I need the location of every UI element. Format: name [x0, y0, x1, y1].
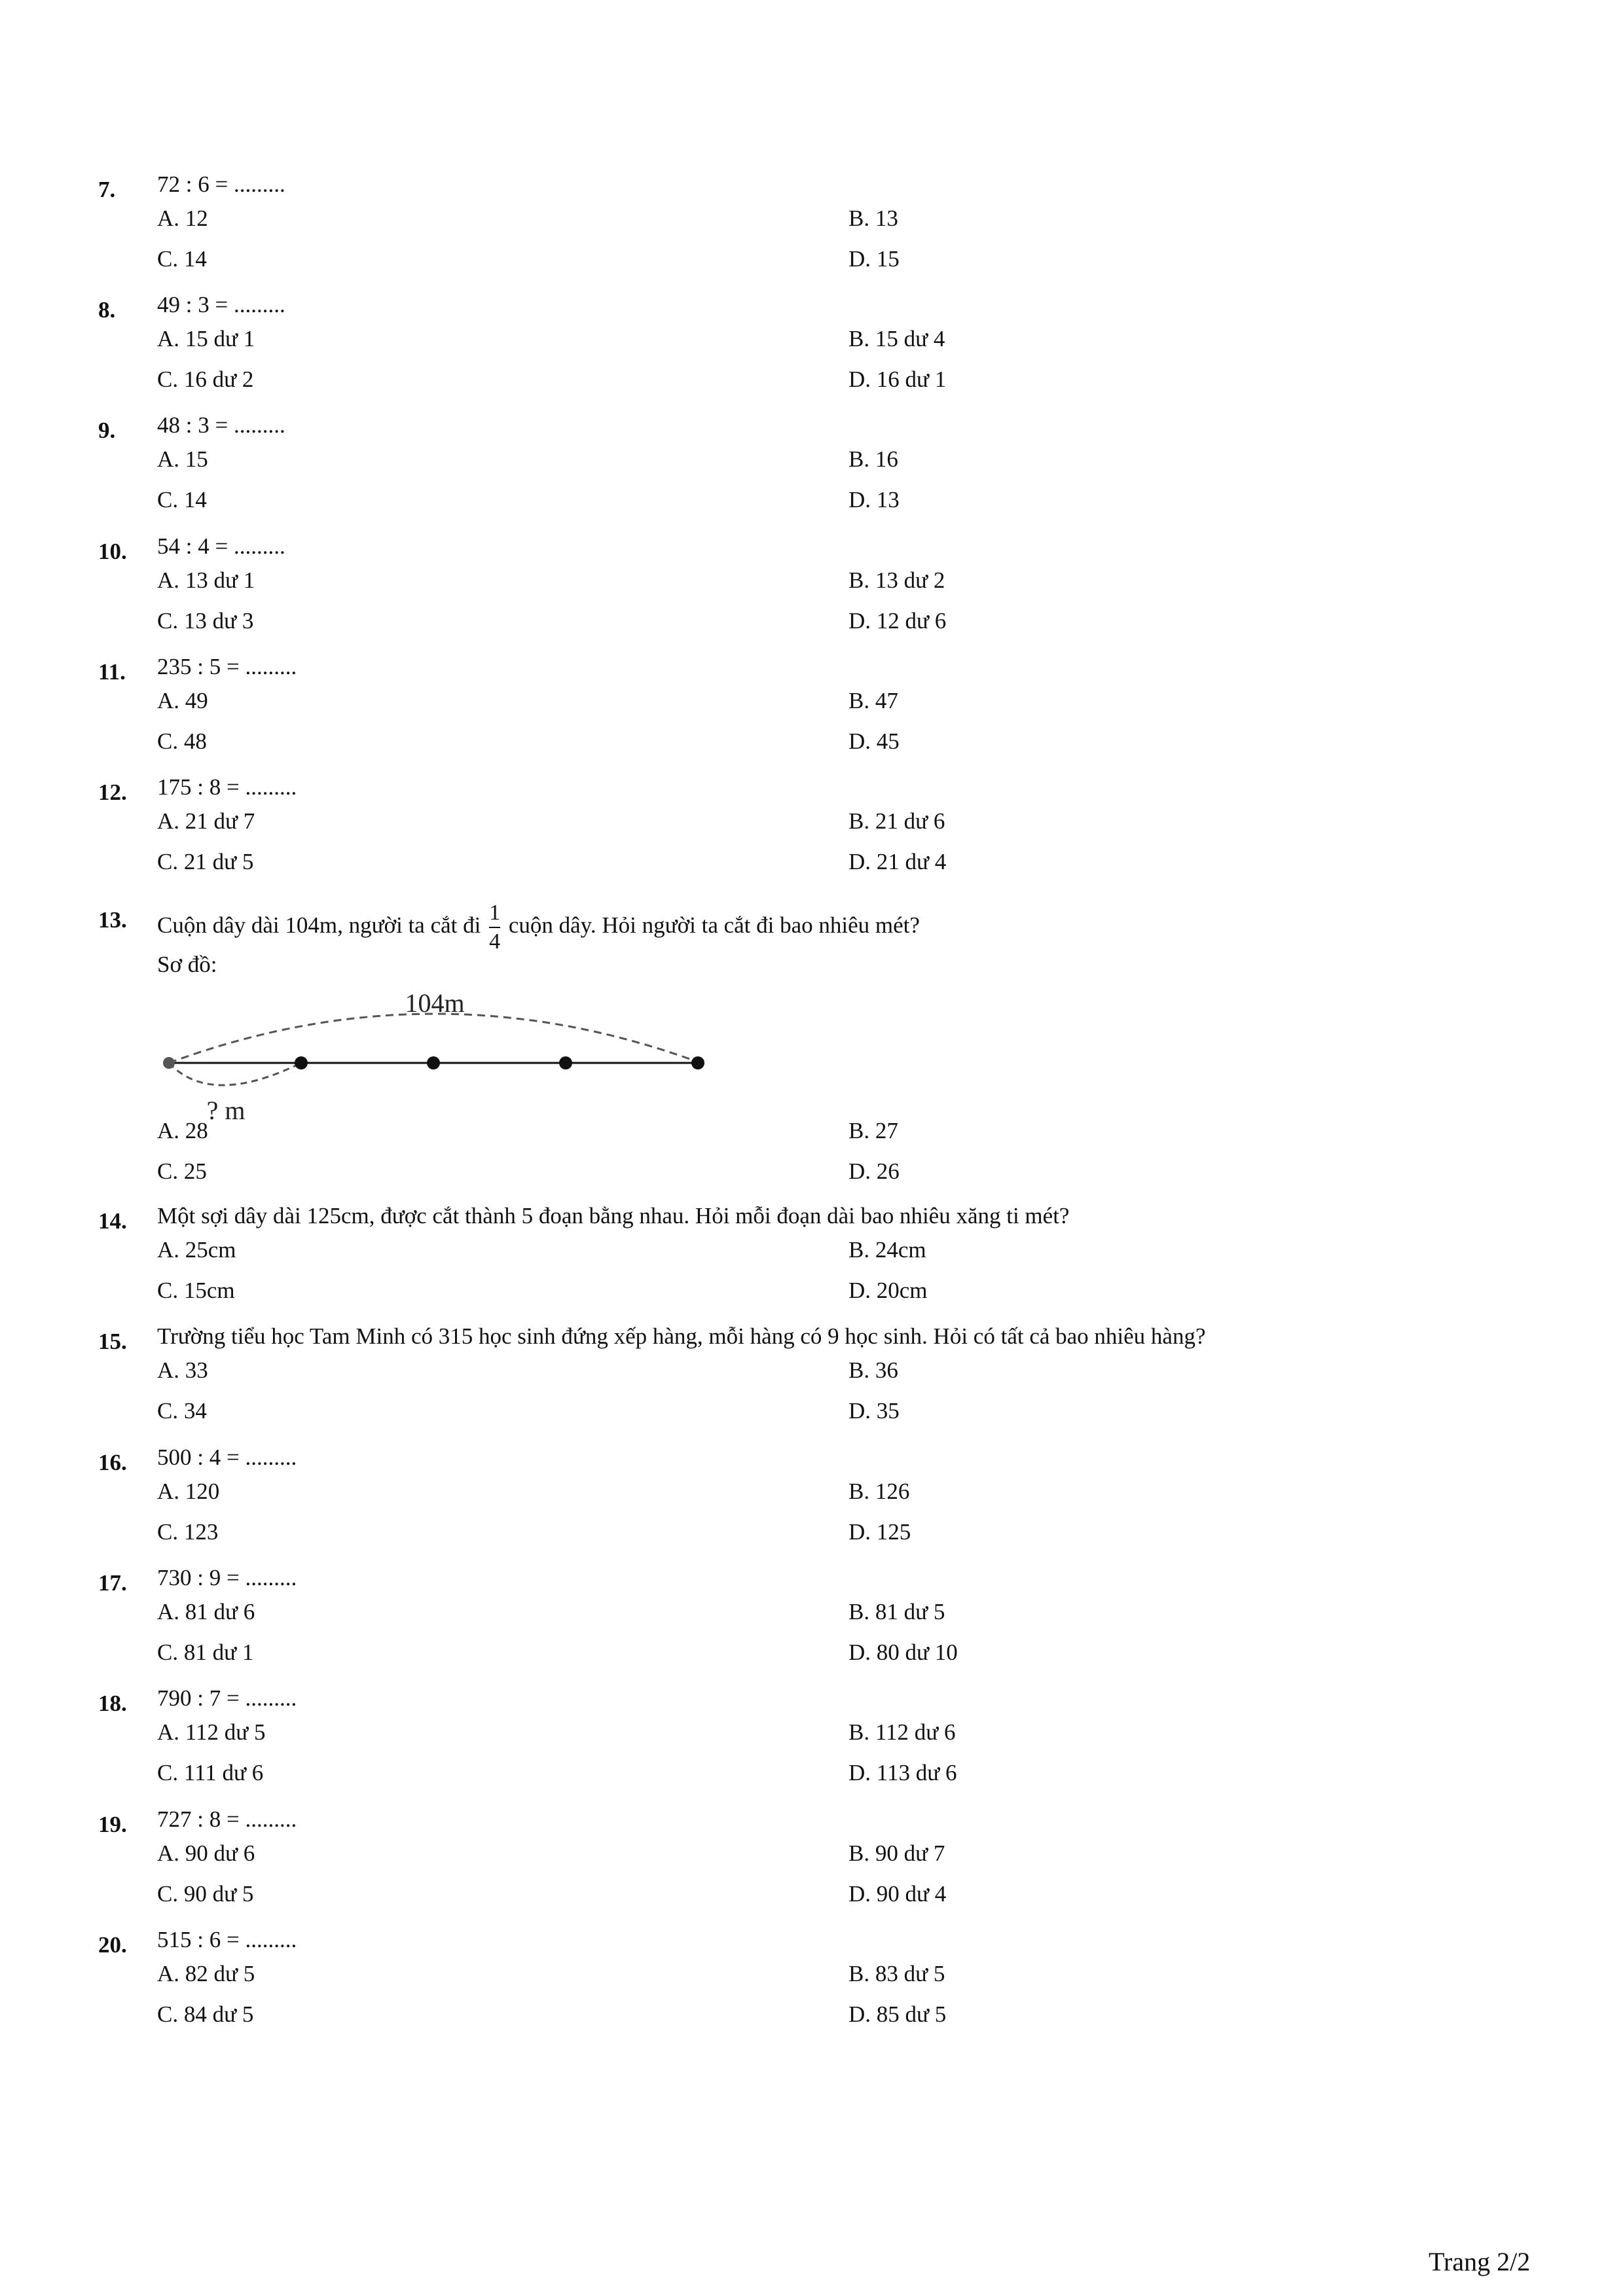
option-d[interactable]: D. 12 dư 6 [848, 608, 947, 634]
option-a[interactable]: A. 112 dư 5 [157, 1719, 266, 1745]
option-c[interactable]: C. 48 [157, 728, 207, 754]
page-number: Trang 2/2 [1429, 2247, 1531, 2276]
option-c[interactable]: C. 90 dư 5 [157, 1881, 254, 1907]
option-b[interactable]: B. 16 [848, 446, 898, 472]
option-c[interactable]: C. 81 dư 1 [157, 1640, 254, 1665]
option-b[interactable]: B. 27 [848, 1118, 898, 1143]
option-d[interactable]: D. 35 [848, 1398, 900, 1424]
option-b[interactable]: B. 21 dư 6 [848, 808, 945, 834]
fraction-numerator: 1 [489, 901, 501, 925]
question-number: 7. [98, 177, 116, 202]
question-stem: 54 : 4 = ......... [157, 533, 285, 559]
option-c[interactable]: C. 15cm [157, 1278, 235, 1303]
option-a[interactable]: A. 90 dư 6 [157, 1840, 255, 1866]
option-d[interactable]: D. 45 [848, 728, 900, 754]
option-b[interactable]: B. 13 [848, 206, 898, 231]
question-12 [0, 774, 1623, 872]
question-stem: 49 : 3 = ......... [157, 292, 285, 317]
option-b[interactable]: B. 47 [848, 688, 898, 713]
option-c[interactable]: C. 14 [157, 487, 207, 512]
question-number: 19. [98, 1812, 127, 1837]
segment-point [295, 1056, 308, 1069]
option-d[interactable]: D. 13 [848, 487, 900, 512]
diagram-label: Sơ đồ: [157, 952, 217, 977]
question-stem: Trường tiểu học Tam Minh có 315 học sinh đứng xếp hàng, mỗi hàng có 9 học sinh. Hỏi có tất cả bao nhiêu hàng? [157, 1323, 1206, 1349]
part-brace [169, 1063, 301, 1085]
stem-text-after: cuộn dây. Hỏi người ta cắt đi bao nhiêu mét? [508, 912, 920, 939]
option-c[interactable]: C. 111 dư 6 [157, 1760, 264, 1785]
question-14 [0, 1203, 1623, 1301]
option-c[interactable]: C. 123 [157, 1519, 219, 1545]
question-stem: 72 : 6 = ......... [157, 171, 285, 197]
option-d[interactable]: D. 125 [848, 1519, 911, 1545]
option-a[interactable]: A. 12 [157, 206, 208, 231]
question-number: 11. [98, 659, 126, 685]
question-stem: 500 : 4 = ......... [157, 1444, 297, 1470]
question-stem: 235 : 5 = ......... [157, 654, 297, 679]
option-d[interactable]: D. 90 dư 4 [848, 1881, 947, 1907]
option-a[interactable]: A. 21 dư 7 [157, 808, 255, 834]
option-c[interactable]: C. 16 dư 2 [157, 367, 254, 392]
option-b[interactable]: B. 90 dư 7 [848, 1840, 945, 1866]
question-20 [0, 1927, 1623, 2025]
option-b[interactable]: B. 36 [848, 1357, 898, 1383]
question-number: 20. [98, 1932, 127, 1958]
question-stem: Một sợi dây dài 125cm, được cắt thành 5 đoạn bằng nhau. Hỏi mỗi đoạn dài bao nhiêu xăng ti mét? [157, 1203, 1070, 1229]
fraction [489, 902, 500, 953]
option-b[interactable]: B. 13 dư 2 [848, 567, 945, 593]
option-a[interactable]: A. 15 [157, 446, 208, 472]
question-number: 14. [98, 1208, 127, 1234]
option-d[interactable]: D. 16 dư 1 [848, 367, 947, 392]
segment-point [427, 1056, 440, 1069]
option-d[interactable]: D. 113 dư 6 [848, 1760, 957, 1785]
question-number: 12. [98, 780, 127, 805]
fraction-denominator: 4 [489, 929, 501, 954]
question-number: 16. [98, 1450, 127, 1475]
option-a[interactable]: A. 49 [157, 688, 208, 713]
question-stem: 515 : 6 = ......... [157, 1927, 297, 1952]
part-length-label: ? m [206, 1096, 246, 1125]
option-d[interactable]: D. 85 dư 5 [848, 2001, 947, 2027]
question-7 [0, 171, 1623, 270]
question-number: 15. [98, 1329, 127, 1354]
option-b[interactable]: B. 15 dư 4 [848, 326, 945, 351]
option-a[interactable]: A. 28 [157, 1118, 208, 1143]
stem-text-before: Cuộn dây dài 104m, người ta cắt đi [157, 912, 481, 939]
segment-point [559, 1056, 572, 1069]
option-d[interactable]: D. 26 [848, 1158, 900, 1184]
question-number: 10. [98, 539, 127, 564]
question-15 [0, 1323, 1623, 1422]
option-d[interactable]: D. 20cm [848, 1278, 928, 1303]
fraction-bar [489, 927, 500, 928]
question-stem: 790 : 7 = ......... [157, 1685, 297, 1711]
option-c[interactable]: C. 21 dư 5 [157, 849, 254, 874]
option-c[interactable]: C. 13 dư 3 [157, 608, 254, 634]
option-b[interactable]: B. 126 [848, 1479, 910, 1504]
option-a[interactable]: A. 25cm [157, 1237, 236, 1263]
option-a[interactable]: A. 82 dư 5 [157, 1961, 255, 1986]
option-d[interactable]: D. 15 [848, 246, 900, 272]
question-9 [0, 412, 1623, 511]
segment-point [691, 1056, 704, 1069]
question-stem [157, 902, 920, 953]
segment-point [163, 1057, 175, 1069]
option-b[interactable]: B. 24cm [848, 1237, 926, 1263]
option-b[interactable]: B. 81 dư 5 [848, 1599, 945, 1624]
option-d[interactable]: D. 21 dư 4 [848, 849, 947, 874]
option-d[interactable]: D. 80 dư 10 [848, 1640, 958, 1665]
option-c[interactable]: C. 14 [157, 246, 207, 272]
question-8 [0, 292, 1623, 390]
option-a[interactable]: A. 81 dư 6 [157, 1599, 255, 1624]
option-c[interactable]: C. 84 dư 5 [157, 2001, 254, 2027]
question-stem: 727 : 8 = ......... [157, 1806, 297, 1832]
question-17 [0, 1565, 1623, 1663]
question-10 [0, 533, 1623, 632]
option-a[interactable]: A. 13 dư 1 [157, 567, 255, 593]
question-stem: 730 : 9 = ......... [157, 1565, 297, 1590]
option-c[interactable]: C. 34 [157, 1398, 207, 1424]
option-b[interactable]: B. 112 dư 6 [848, 1719, 956, 1745]
question-number: 9. [98, 418, 116, 443]
question-number: 13. [98, 907, 127, 933]
question-11 [0, 654, 1623, 752]
question-stem: 48 : 3 = ......... [157, 412, 285, 438]
question-number: 8. [98, 297, 116, 323]
question-16 [0, 1444, 1623, 1543]
question-number: 18. [98, 1691, 127, 1716]
segment-diagram [151, 982, 740, 1132]
option-a[interactable]: A. 120 [157, 1479, 220, 1504]
option-c[interactable]: C. 25 [157, 1158, 207, 1184]
question-19 [0, 1806, 1623, 1905]
option-b[interactable]: B. 83 dư 5 [848, 1961, 945, 1986]
question-stem: 175 : 8 = ......... [157, 774, 297, 800]
total-length-label: 104m [405, 988, 465, 1018]
question-number: 17. [98, 1570, 127, 1596]
option-a[interactable]: A. 15 dư 1 [157, 326, 255, 351]
question-18 [0, 1685, 1623, 1784]
option-a[interactable]: A. 33 [157, 1357, 208, 1383]
total-length-brace [169, 1014, 701, 1063]
